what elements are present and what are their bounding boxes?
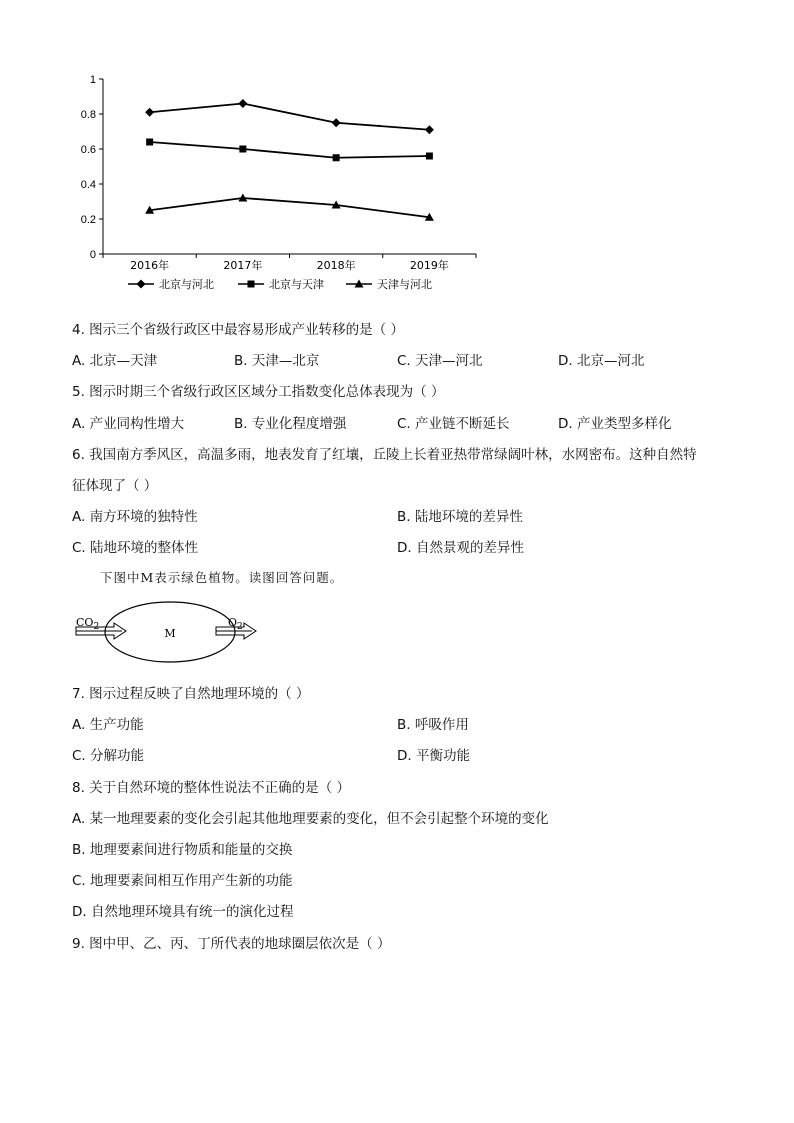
- q7-option-c: C. 分解功能: [72, 748, 145, 764]
- x-tick-label: 2019年: [409, 259, 449, 272]
- q6-option-b: B. 陆地环境的差异性: [397, 509, 523, 525]
- q7-option-b: B. 呼吸作用: [397, 717, 469, 733]
- q8-option-b: B. 地理要素间进行物质和能量的交换: [72, 842, 293, 858]
- y-tick-label: 0.6: [80, 144, 96, 156]
- data-point: [238, 99, 247, 108]
- y-tick-label: 1: [89, 74, 96, 86]
- q5-option-c: C. 产业链不断延长: [397, 416, 510, 432]
- q8-option-a: A. 某一地理要素的变化会引起其他地理要素的变化，但不会引起整个环境的变化: [72, 811, 549, 827]
- q4-option-a: A. 北京—天津: [72, 353, 158, 369]
- data-point: [332, 118, 341, 127]
- q4-option-b: B. 天津—北京: [234, 353, 320, 369]
- series-line: [150, 142, 430, 158]
- question-8-stem: 8. 关于自然环境的整体性说法不正确的是（ ）: [72, 780, 350, 796]
- co2-label: $CO_2$: [76, 616, 100, 632]
- q8-option-d: D. 自然地理环境具有统一的演化过程: [72, 904, 294, 920]
- legend-marker: [248, 281, 255, 288]
- q6-option-c: C. 陆地环境的整体性: [72, 540, 199, 556]
- legend-marker: [137, 280, 146, 289]
- y-tick-label: 0.8: [80, 109, 96, 121]
- q4-option-d: D. 北京—河北: [558, 353, 645, 369]
- q4-option-c: C. 天津—河北: [397, 353, 483, 369]
- photosynthesis-diagram: [70, 600, 270, 664]
- question-7-stem: 7. 图示过程反映了自然地理环境的（ ）: [72, 686, 310, 702]
- o2-label: $O_2$: [228, 616, 243, 632]
- question-4-stem: 4. 图示三个省级行政区中最容易形成产业转移的是（ ）: [72, 322, 404, 338]
- data-point: [425, 125, 434, 134]
- q5-option-d: D. 产业类型多样化: [558, 416, 672, 432]
- x-tick-label: 2016年: [130, 259, 170, 272]
- question-6-stem-cont: 征体现了（ ）: [72, 478, 158, 494]
- q7-option-a: A. 生产功能: [72, 717, 144, 733]
- line-chart: [60, 62, 500, 302]
- q6-option-a: A. 南方环境的独特性: [72, 509, 198, 525]
- x-tick-label: 2018年: [316, 259, 356, 272]
- data-point: [145, 108, 154, 117]
- question-6-stem: 6. 我国南方季风区，高温多雨，地表发育了红壤，丘陵上长着亚热带常绿阔叶林，水网密布。这种自然特: [72, 447, 697, 463]
- data-point: [426, 153, 433, 160]
- series-line: [150, 198, 430, 217]
- y-tick-label: 0.4: [80, 179, 96, 191]
- q6-option-d: D. 自然景观的差异性: [397, 540, 524, 556]
- diagram-caption: 下图中M表示绿色植物。读图回答问题。: [100, 570, 344, 585]
- legend-label: 北京与河北: [159, 278, 214, 291]
- m-label: M: [164, 627, 176, 640]
- q8-option-c: C. 地理要素间相互作用产生新的功能: [72, 873, 293, 889]
- legend-label: 北京与天津: [269, 278, 324, 291]
- data-point: [333, 154, 340, 161]
- y-tick-label: 0: [89, 249, 96, 261]
- y-tick-label: 0.2: [80, 214, 96, 226]
- series-line: [150, 104, 430, 130]
- question-9-stem: 9. 图中甲、乙、丙、丁所代表的地球圈层依次是（ ）: [72, 936, 391, 952]
- q5-option-a: A. 产业同构性增大: [72, 416, 185, 432]
- legend-label: 天津与河北: [377, 278, 432, 291]
- data-point: [239, 146, 246, 153]
- q7-option-d: D. 平衡功能: [397, 748, 470, 764]
- q5-option-b: B. 专业化程度增强: [234, 416, 347, 432]
- x-tick-label: 2017年: [223, 259, 263, 272]
- data-point: [146, 139, 153, 146]
- question-5-stem: 5. 图示时期三个省级行政区区域分工指数变化总体表现为（ ）: [72, 384, 445, 400]
